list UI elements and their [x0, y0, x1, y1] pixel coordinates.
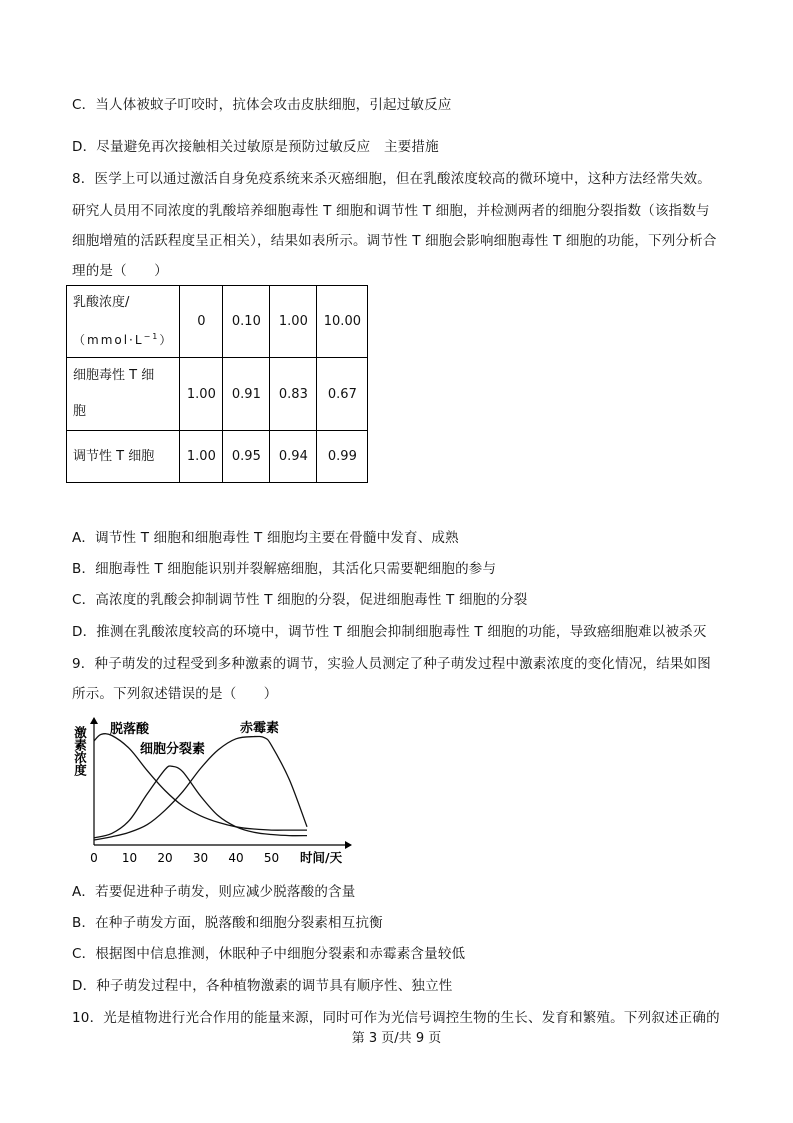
q8-stem-line-1: 8．医学上可以通过激活自身免疫系统来杀灭癌细胞，但在乳酸浓度较高的微环境中，这种方法经常失效。: [72, 171, 711, 187]
q9-option-c: C．根据图中信息推测，休眠种子中细胞分裂素和赤霉素含量较低: [72, 946, 466, 962]
q7-option-c: C．当人体被蚊子叮咬时，抗体会攻击皮肤细胞，引起过敏反应: [72, 97, 452, 113]
q8-option-d: D．推测在乳酸浓度较高的环境中，调节性 T 细胞会抑制细胞毒性 T 细胞的功能，导致癌细胞难以被杀灭: [72, 624, 707, 640]
q9-option-b: B．在种子萌发方面，脱落酸和细胞分裂素相互抗衡: [72, 915, 383, 931]
x-tick-label: 30: [192, 851, 209, 865]
q8-stem-line-3: 细胞增殖的活跃程度呈正相关），结果如表所示。调节性 T 细胞会影响细胞毒性 T 细胞的功能，下列分析合: [72, 233, 717, 249]
table-cell: 0.95: [223, 431, 270, 483]
page-number: 第 3 页/共 9 页: [351, 1031, 442, 1046]
header-label: 乳酸浓度/: [73, 295, 130, 310]
concentration-cell: 0: [180, 286, 223, 358]
x-tick-label: 20: [157, 851, 173, 865]
table-cell: 0.83: [270, 358, 317, 431]
x-tick-label: 50: [263, 851, 280, 865]
x-tick-labels: [90, 851, 279, 865]
x-tick-label: 0: [90, 851, 98, 865]
x-axis-label: 时间/天: [300, 850, 343, 865]
concentration-cell: 10.00: [317, 286, 368, 358]
q8-option-a: A．调节性 T 细胞和细胞毒性 T 细胞均主要在骨髓中发育、成熟: [72, 530, 459, 546]
header-unit: $(mmol\cdot L^{-1})$: [73, 332, 174, 347]
row-label-cytotoxic: 细胞毒性 T 细 胞: [67, 358, 180, 431]
q9-option-d: D．种子萌发过程中，各种植物激素的调节具有顺序性、独立性: [72, 978, 453, 994]
lactate-table: [66, 285, 368, 483]
cytokinin-curve: [94, 766, 307, 838]
x-tick-label: 10: [121, 851, 138, 865]
table-cell: 1.00: [180, 431, 223, 483]
table-cell: 0.99: [317, 431, 368, 483]
y-axis-label: 激素浓度: [72, 726, 88, 776]
table-row: [67, 358, 368, 431]
hormone-chart: [66, 712, 366, 870]
table-row: [67, 431, 368, 483]
x-tick-label: 40: [228, 851, 244, 865]
table-cell: 1.00: [180, 358, 223, 431]
series-label-abscisic-acid: 脱落酸: [110, 722, 150, 737]
row-label-regulatory: 调节性 T 细胞: [67, 431, 180, 483]
q8-stem-line-4: 理的是（ ）: [72, 263, 168, 279]
q9-stem-line-1: 9．种子萌发的过程受到多种激素的调节，实验人员测定了种子萌发过程中激素浓度的变化情况，结果如图: [72, 656, 711, 672]
concentration-cell: 1.00: [270, 286, 317, 358]
q9-option-a: A．若要促进种子萌发，则应减少脱落酸的含量: [72, 884, 356, 900]
q10-stem-line-1: 10．光是植物进行光合作用的能量来源，同时可作为光信号调控生物的生长、发育和繁殖。下列叙述正确的: [72, 1010, 720, 1026]
q9-stem-line-2: 所示。下列叙述错误的是（ ）: [72, 686, 278, 702]
series-label-gibberellin: 赤霉素: [240, 721, 280, 736]
table-cell: 0.67: [317, 358, 368, 431]
q8-option-c: C．高浓度的乳酸会抑制调节性 T 细胞的分裂，促进细胞毒性 T 细胞的分裂: [72, 592, 528, 608]
table-header-cell: [67, 286, 180, 358]
table-cell: 0.94: [270, 431, 317, 483]
table-cell: 0.91: [223, 358, 270, 431]
concentration-cell: 0.10: [223, 286, 270, 358]
q8-stem-line-2: 研究人员用不同浓度的乳酸培养细胞毒性 T 细胞和调节性 T 细胞，并检测两者的细胞分裂指数（该指数与: [72, 203, 710, 219]
q8-option-b: B．细胞毒性 T 细胞能识别并裂解癌细胞，其活化只需要靶细胞的参与: [72, 561, 497, 577]
table-row: [67, 286, 368, 358]
q7-option-d: D．尽量避免再次接触相关过敏原是预防过敏反应 主要措施: [72, 139, 439, 155]
series-label-cytokinin: 细胞分裂素: [140, 742, 206, 757]
